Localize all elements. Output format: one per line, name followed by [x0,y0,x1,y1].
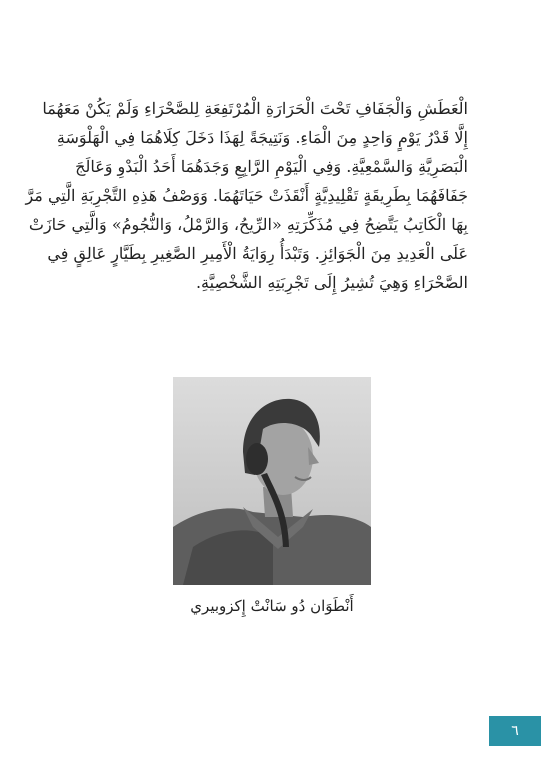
portrait-illustration [173,377,371,585]
body-line: الصَّحْرَاءِ وَهِيَ تُشِيرُ إِلَى تَجْرِبَتِهِ الشَّخْصِيَّةِ. [195,273,468,292]
body-line: الْبَصَرِيَّةِ وَالسَّمْعِيَّةِ. وَفِي الْيَوْمِ الرَّابِعِ وَجَدَهُمَا أَحَدُ الْبَدْوِ وَعَالَجَ [75,157,468,176]
page-number-badge: ٦ [489,716,541,746]
photo-caption: أَنْطَوَان دُو سَانْتْ إِكزوبيري [190,597,354,615]
body-line: إِلَّا قَدْرُ يَوْمٍ وَاحِدٍ مِنَ الْمَاءِ. وَنَتِيجَةً لِهَذَا دَخَلَ كِلَاهُمَا فِي الْهَلْوَسَةِ [56,128,468,147]
body-line: الْعَطَشِ وَالْجَفَافِ تَحْتَ الْحَرَارَةِ الْمُرْتَفِعَةِ لِلصَّحْرَاءِ وَلَمْ يَكُنْ مَعَهُمَا [42,99,468,118]
author-portrait-photo [173,377,371,585]
body-line: بِهَا الْكَاتِبُ يَتَّضِحُ فِي مُذَكِّرَتِهِ «الرِّيحُ، وَالرَّمْلُ، وَالنُّجُومُ» وَالَّتِي حَازَتْ [28,215,468,234]
body-text [25,94,468,297]
body-line: عَلَى الْعَدِيدِ مِنَ الْجَوَائِزِ. وَتَبْدَأُ رِوَايَةُ الْأَمِيرِ الصَّغِيرِ بِطَيَّارٍ عَالِقٍ فِي [47,244,468,263]
body-line: جَفَافَهُمَا بِطَرِيقَةٍ تَقْلِيدِيَّةٍ أَنْقَذَتْ حَيَاتَهُمَا. وَوَصْفُ هَذِهِ التَّجْرِبَةِ الَّتِي مَرَّ [25,186,468,205]
